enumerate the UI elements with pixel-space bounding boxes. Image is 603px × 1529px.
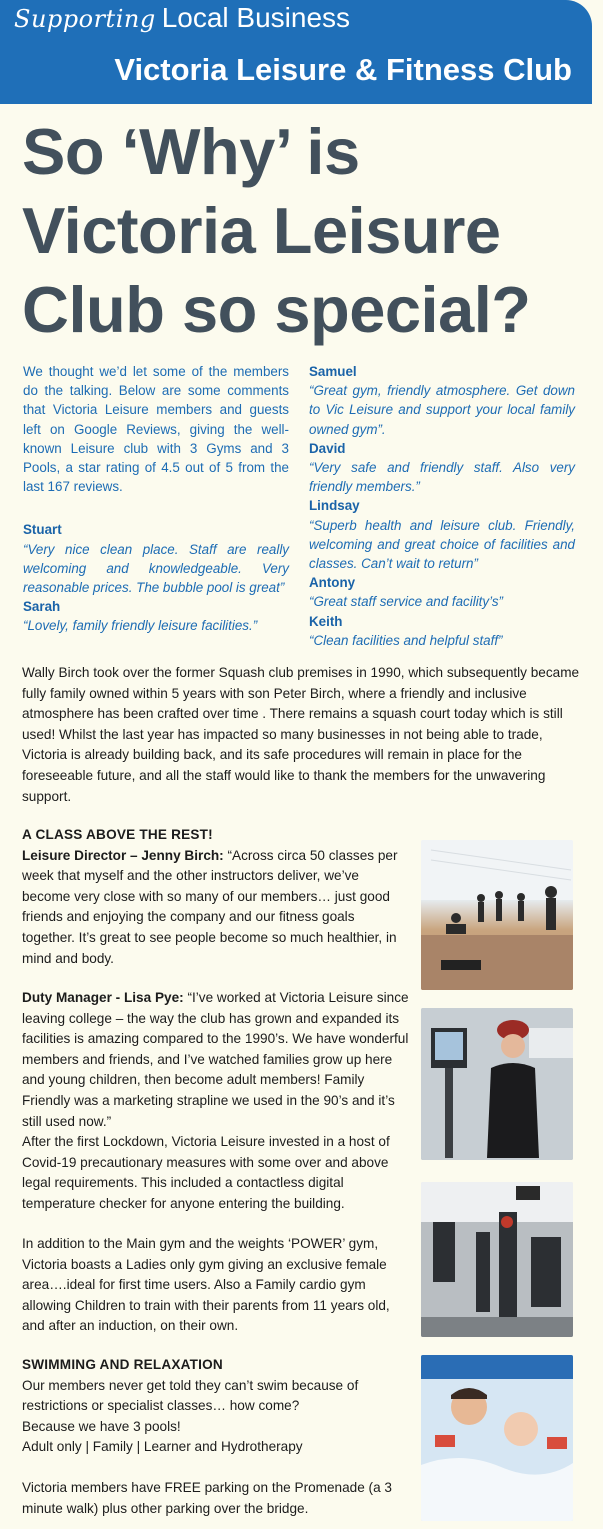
lisa-section (22, 988, 410, 1215)
review-sarah (23, 597, 289, 635)
intro-column-left (23, 362, 289, 636)
review-keith (309, 612, 575, 650)
reviewer-name: Samuel (309, 364, 357, 379)
review-david (309, 439, 575, 497)
intro-column-right (309, 362, 575, 650)
gyms-paragraph: In addition to the Main gym and the weights ‘POWER’ gym, Victoria boasts a Ladies only gym giving an exclusive female area….ideal for first time users. Also a Family cardio gym allowing Children to train with their parents from 11 years old, and after an induction, on their own. (22, 1236, 390, 1334)
gym-equipment-photo (421, 1182, 573, 1337)
review-quote: “Great staff service and facility’s” (309, 594, 503, 610)
reviewer-name: Keith (309, 613, 343, 629)
pool-photo (421, 1355, 573, 1521)
header-band (0, 0, 592, 104)
review-lindsay (309, 496, 575, 573)
swim-line-3: Adult only | Family | Learner and Hydrotherapy (22, 1439, 303, 1455)
review-quote: “Very nice clean place. Staff are really welcoming and knowledgeable. Very reasonable prices. The bubble pool is great” (23, 541, 289, 596)
club-name: Victoria Leisure & Fitness Club (114, 52, 572, 87)
review-antony (309, 573, 575, 611)
reviewer-name: David (309, 440, 346, 456)
header-kicker (14, 2, 350, 34)
swim-line-2: Because we have 3 pools! (22, 1418, 181, 1434)
review-quote: “Lovely, family friendly leisure facilities.” (23, 618, 258, 634)
quote-jenny: “Across circa 50 classes per week that myself and the other instructors deliver, we’ve become very close with so many of our members… just good friends and enjoying the company and our fitness goals together. It’s great to see people become so much healthier, in mind and body. (22, 847, 398, 966)
review-quote: “Clean facilities and helpful staff” (309, 632, 503, 648)
section-heading-classes: A CLASS ABOVE THE REST! (22, 827, 213, 842)
reviewer-name: Sarah (23, 599, 61, 615)
quote-lisa: “I’ve worked at Victoria Leisure since leaving college – the way the club has grown and expanded its facilities is amazing compared to the 1990’s. We have wonderful members and friends, and I’ve watched families grow up here and young children, then become adult members! Family Friendly was a marketing strapline we used in the 90’s and it’s still used now.” (22, 990, 409, 1129)
swimming-section (22, 1355, 410, 1458)
review-quote: “Superb health and leisure club. Friendly, welcoming and great choice of facilities and classes. Can’t wait to return” (309, 517, 575, 572)
reviewer-name: Stuart (23, 522, 62, 538)
review-quote: “Great gym, friendly atmosphere. Get down to Vic Leisure and support your local family owned gym”. (309, 383, 575, 437)
kicker-text: Local Business (161, 2, 351, 33)
parking-paragraph: Victoria members have FREE parking on the Promenade (a 3 minute walk) plus other parking over the bridge. (22, 1480, 392, 1516)
history-paragraph: Wally Birch took over the former Squash club premises in 1990, which subsequently became fully family owned within 5 years with son Peter Birch, where a friendly and inclusive atmosphere has been crafted over time . There remains a squash court today which is still used! Whilst the last year has impacted so many businesses in not being able to trade, Victoria is already building back, and its safe procedures will remain in place for the foreseeable future, and all the staff would like to thank the members for the unwavering support. (22, 665, 580, 804)
intro-paragraph: We thought we’d let some of the members do the talking. Below are some comments that Victoria Leisure members and guests left on Google Reviews, giving the well-known Leisure club with 3 Gyms and 3 Pools, a star rating of 4.5 out of 5 from the last 167 reviews. (23, 364, 289, 495)
reviewer-name: Lindsay (309, 498, 360, 514)
reviewer-name: Antony (309, 575, 356, 591)
fitness-class-photo (421, 840, 573, 990)
swim-line-1: Our members never get told they can’t swim because of restrictions or specialist classes… how come? (22, 1377, 359, 1414)
covid-paragraph: After the first Lockdown, Victoria Leisure invested in a host of Covid-19 precautionary measures with some over and above legal requirements. This included a contactless digital temperature checker for anyone entering the building. (22, 1134, 390, 1211)
duty-manager-photo (421, 1008, 573, 1160)
section-heading-swimming: SWIMMING AND RELAXATION (22, 1357, 223, 1372)
speaker-lisa: Duty Manager - Lisa Pye: (22, 990, 184, 1005)
review-samuel (309, 362, 575, 439)
headline: So ‘Why’ is Victoria Leisure Club so special? (22, 115, 531, 346)
class-section (22, 825, 410, 969)
review-quote: “Very safe and friendly staff. Also very friendly members.” (309, 460, 575, 495)
kicker-script: Supporting (14, 5, 156, 33)
review-stuart (23, 520, 289, 597)
speaker-jenny: Leisure Director – Jenny Birch: (22, 847, 224, 863)
